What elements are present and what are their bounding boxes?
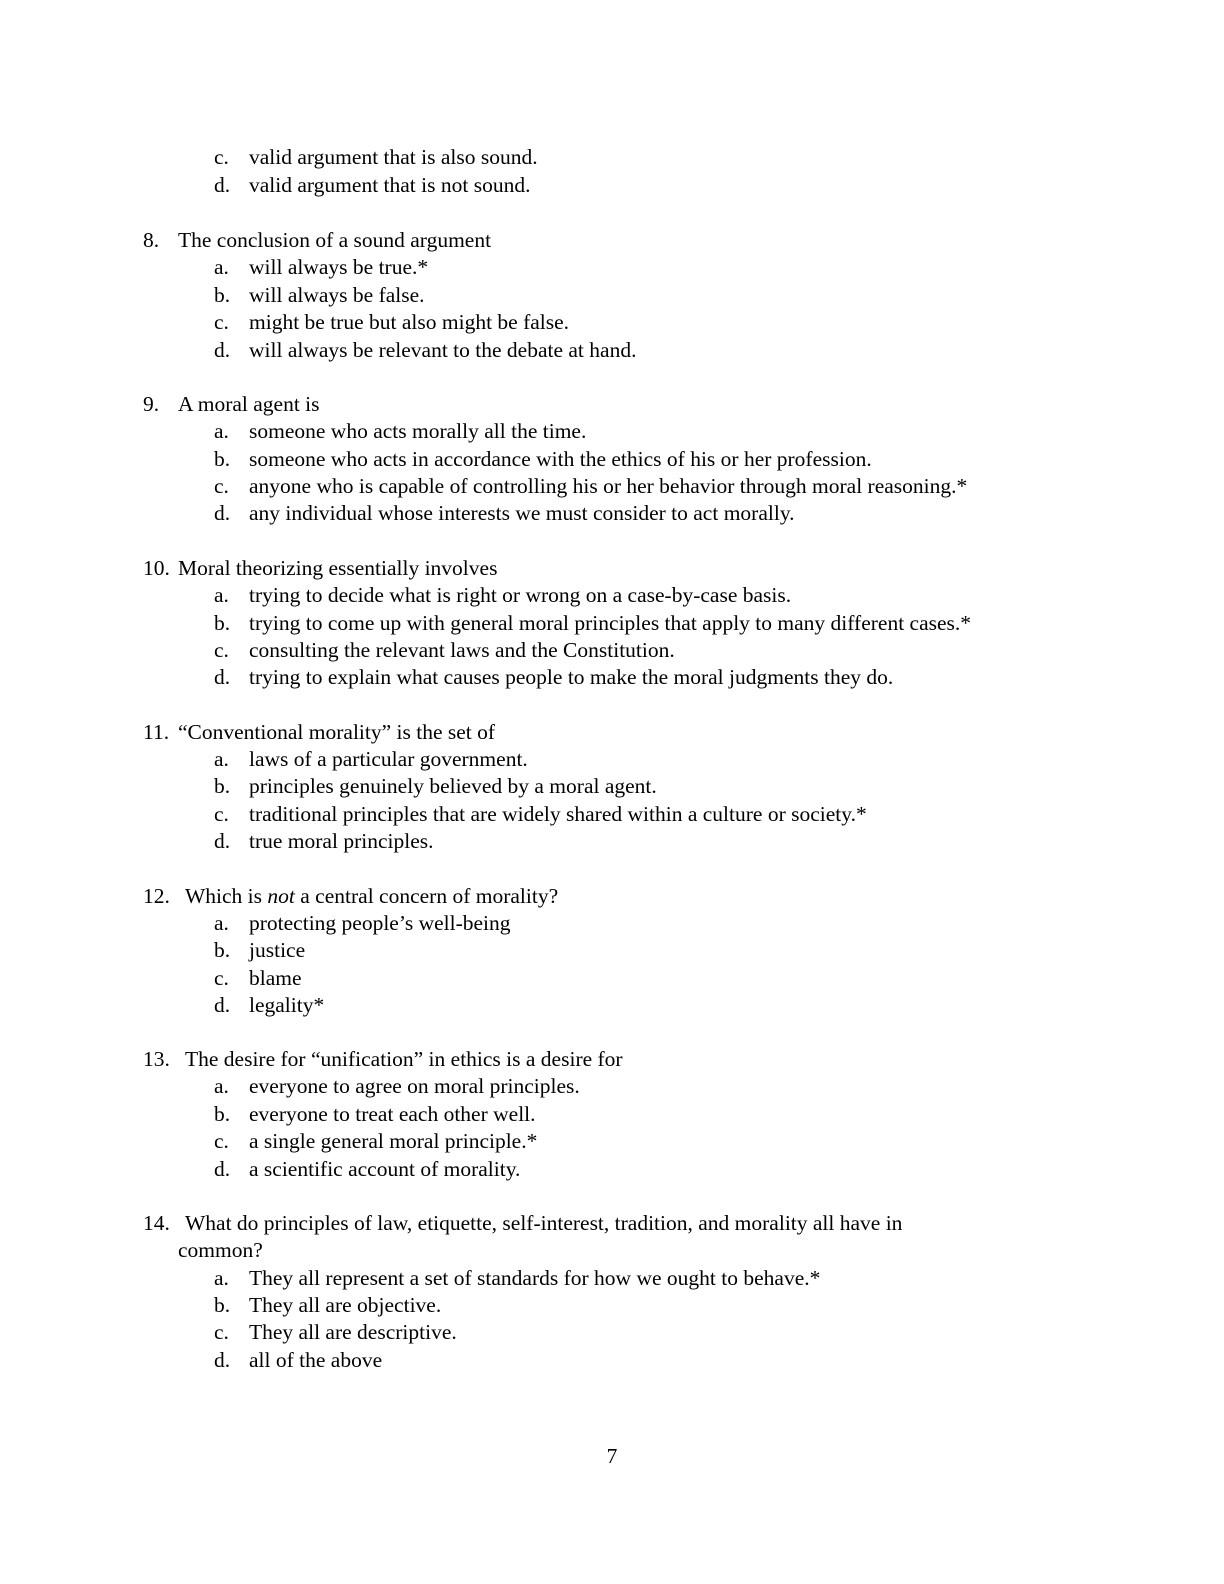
question-text-before: Which is xyxy=(185,884,268,908)
option-text: anyone who is capable of controlling his or her behavior through moral reasoning.* xyxy=(249,474,968,498)
option-text: They all represent a set of standards for how we ought to behave.* xyxy=(249,1266,821,1290)
option-letter: c. xyxy=(214,966,229,990)
option-letter: b. xyxy=(214,1102,231,1126)
option-text: all of the above xyxy=(249,1348,383,1372)
option-text: everyone to treat each other well. xyxy=(249,1102,536,1126)
question-text-after: a central concern of morality? xyxy=(294,884,559,908)
question-number: 13. xyxy=(143,1047,170,1071)
option-letter: d. xyxy=(214,993,231,1017)
question-text-line-1: What do principles of law, etiquette, self-interest, tradition, and morality all have in xyxy=(185,1211,903,1235)
option-letter: b. xyxy=(214,1293,231,1317)
option-text: a single general moral principle.* xyxy=(249,1129,538,1153)
option-text: trying to explain what causes people to make the moral judgments they do. xyxy=(249,665,894,689)
question-number: 12. xyxy=(143,884,170,908)
option-text: traditional principles that are widely shared within a culture or society.* xyxy=(249,802,867,826)
option-letter: b. xyxy=(214,774,231,798)
question-text: “Conventional morality” is the set of xyxy=(178,720,496,744)
option-text: everyone to agree on moral principles. xyxy=(249,1074,580,1098)
option-letter: d. xyxy=(214,829,231,853)
option-text: might be true but also might be false. xyxy=(249,310,570,334)
option-letter: c. xyxy=(214,1320,229,1344)
option-text: a scientific account of morality. xyxy=(249,1157,521,1181)
question-text: The conclusion of a sound argument xyxy=(178,228,492,252)
option-letter: d. xyxy=(214,1348,231,1372)
option-letter: b. xyxy=(214,447,231,471)
option-letter: a. xyxy=(214,583,229,607)
option-text: someone who acts in accordance with the ethics of his or her profession. xyxy=(249,447,872,471)
option-text: blame xyxy=(249,966,302,990)
question-text-line-2: common? xyxy=(178,1238,263,1262)
option-letter: b. xyxy=(214,611,231,635)
option-letter: b. xyxy=(214,938,231,962)
option-text: protecting people’s well-being xyxy=(249,911,511,935)
question-text-emphasis: not xyxy=(267,884,295,908)
question-number: 11. xyxy=(143,720,170,744)
option-letter: d. xyxy=(214,501,231,525)
option-letter: c. xyxy=(214,145,229,169)
option-letter: c. xyxy=(214,1129,229,1153)
question-number: 9. xyxy=(143,392,160,416)
option-text: someone who acts morally all the time. xyxy=(249,419,587,443)
option-letter: d. xyxy=(214,338,231,362)
question-text: A moral agent is xyxy=(178,392,320,416)
option-letter: c. xyxy=(214,310,229,334)
option-letter: d. xyxy=(214,173,231,197)
question-number: 10. xyxy=(143,556,170,580)
option-text: They all are objective. xyxy=(249,1293,442,1317)
option-text: laws of a particular government. xyxy=(249,747,528,771)
option-letter: a. xyxy=(214,911,229,935)
option-letter: c. xyxy=(214,474,229,498)
option-text: They all are descriptive. xyxy=(249,1320,457,1344)
option-text: will always be true.* xyxy=(249,255,429,279)
option-letter: c. xyxy=(214,802,229,826)
option-text: valid argument that is also sound. xyxy=(249,145,538,169)
option-text: principles genuinely believed by a moral agent. xyxy=(249,774,657,798)
option-letter: a. xyxy=(214,1074,229,1098)
option-text: will always be relevant to the debate at hand. xyxy=(249,338,637,362)
option-letter: a. xyxy=(214,419,229,443)
option-text: will always be false. xyxy=(249,283,425,307)
option-text: trying to decide what is right or wrong on a case-by-case basis. xyxy=(249,583,792,607)
question-number: 8. xyxy=(143,228,160,252)
option-letter: d. xyxy=(214,1157,231,1181)
question-text: The desire for “unification” in ethics is a desire for xyxy=(185,1047,623,1071)
option-letter: c. xyxy=(214,638,229,662)
option-letter: d. xyxy=(214,665,231,689)
option-letter: a. xyxy=(214,1266,229,1290)
option-letter: a. xyxy=(214,747,229,771)
option-letter: b. xyxy=(214,283,231,307)
option-text: justice xyxy=(249,938,306,962)
option-letter: a. xyxy=(214,255,229,279)
question-number: 14. xyxy=(143,1211,170,1235)
question-text: Moral theorizing essentially involves xyxy=(178,556,498,580)
question-text xyxy=(185,886,558,908)
option-text: true moral principles. xyxy=(249,829,434,853)
option-text: trying to come up with general moral principles that apply to many different cases.* xyxy=(249,611,972,635)
page-number: 7 xyxy=(606,1444,618,1468)
option-text: any individual whose interests we must consider to act morally. xyxy=(249,501,795,525)
option-text: consulting the relevant laws and the Constitution. xyxy=(249,638,675,662)
option-text: legality* xyxy=(249,993,325,1017)
option-text: valid argument that is not sound. xyxy=(249,173,531,197)
